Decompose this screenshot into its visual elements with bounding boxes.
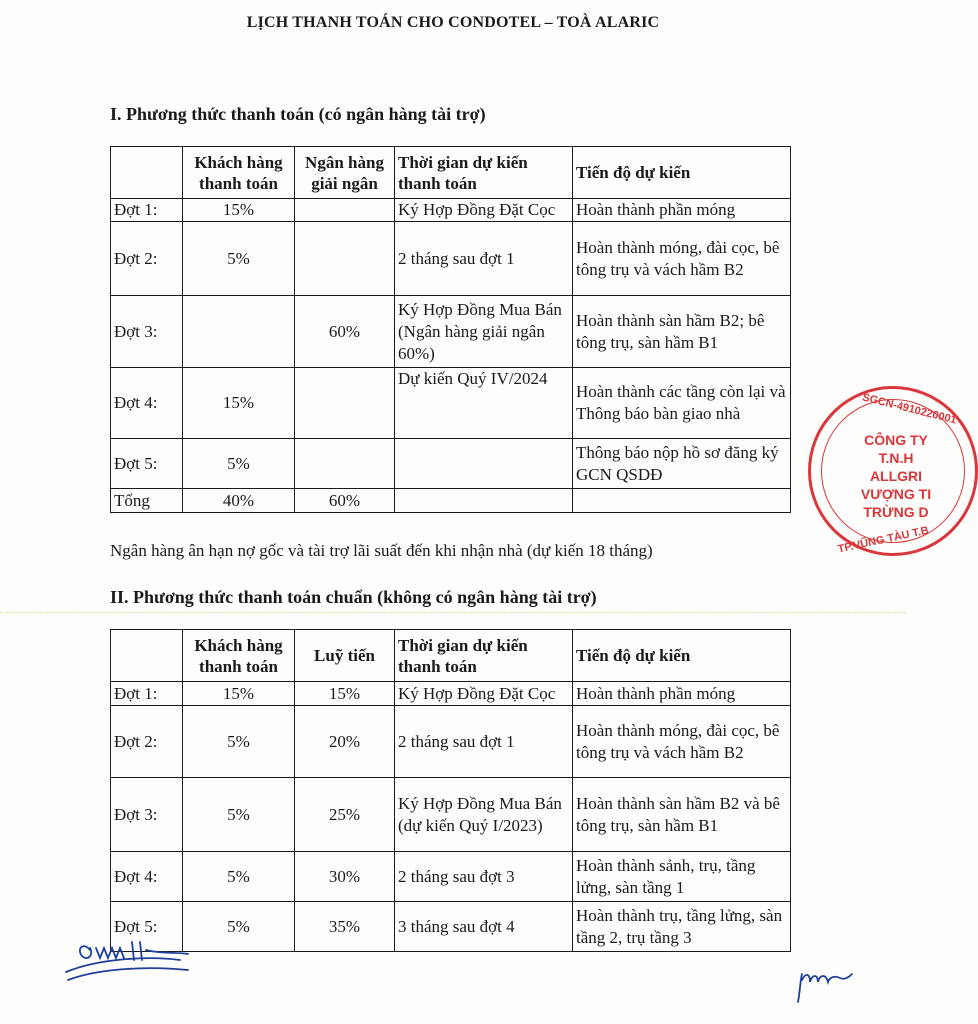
expected-progress: Hoàn thành các tầng còn lại và Thông báo bàn giao nhà xyxy=(573,368,791,439)
table-row xyxy=(111,439,791,489)
payment-table-bank-financed xyxy=(110,146,791,513)
expected-progress: Hoàn thành móng, đài cọc, bê tông trụ và vách hầm B2 xyxy=(573,706,791,778)
header-cell: Thời gian dự kiến thanh toán xyxy=(395,147,573,199)
expected-progress: Hoàn thành móng, đài cọc, bê tông trụ và vách hầm B2 xyxy=(573,222,791,296)
header-cell: Thời gian dự kiến thanh toán xyxy=(395,630,573,682)
bank-grace-note: Ngân hàng ân hạn nợ gốc và tài trợ lãi suất đến khi nhận nhà (dự kiến 18 tháng) xyxy=(110,541,653,560)
table-row xyxy=(111,706,791,778)
customer-payment: 15% xyxy=(183,682,295,706)
expected-progress: Hoàn thành sảnh, trụ, tầng lửng, sàn tầng 1 xyxy=(573,852,791,902)
table-row xyxy=(111,852,791,902)
expected-time: Ký Hợp Đồng Đặt Cọc xyxy=(395,682,573,706)
table-header-row xyxy=(111,147,791,199)
installment-label: Đợt 1: xyxy=(111,682,183,706)
installment-label: Đợt 3: xyxy=(111,778,183,852)
total-customer-payment: 40% xyxy=(183,489,295,513)
bank-disbursement xyxy=(295,368,395,439)
stamp-line: TRỪNG D xyxy=(863,504,929,520)
customer-payment: 5% xyxy=(183,222,295,296)
customer-payment xyxy=(183,296,295,368)
header-cell: Ngân hàng giải ngân xyxy=(295,147,395,199)
cumulative-percent: 15% xyxy=(295,682,395,706)
cumulative-percent: 20% xyxy=(295,706,395,778)
expected-time xyxy=(395,439,573,489)
installment-label: Đợt 1: xyxy=(111,199,183,222)
customer-payment: 5% xyxy=(183,852,295,902)
table-row xyxy=(111,296,791,368)
payment-table-standard xyxy=(110,629,791,952)
total-label: Tổng xyxy=(111,489,183,513)
section-2-heading: II. Phương thức thanh toán chuẩn (không có ngân hàng tài trợ) xyxy=(110,587,597,607)
cumulative-percent: 35% xyxy=(295,902,395,952)
table-row xyxy=(111,222,791,296)
installment-label: Đợt 5: xyxy=(111,902,183,952)
expected-progress: Hoàn thành phần móng xyxy=(573,199,791,222)
expected-time: Ký Hợp Đồng Mua Bán (Ngân hàng giải ngân 60%) xyxy=(395,296,573,368)
table-row xyxy=(111,368,791,439)
expected-progress: Thông báo nộp hồ sơ đăng ký GCN QSDĐ xyxy=(573,439,791,489)
header-cell: Khách hàng thanh toán xyxy=(183,630,295,682)
expected-time: 2 tháng sau đợt 1 xyxy=(395,706,573,778)
table-header-row xyxy=(111,630,791,682)
header-cell xyxy=(111,630,183,682)
table-row xyxy=(111,682,791,706)
expected-progress: Hoàn thành sàn hầm B2; bê tông trụ, sàn hầm B1 xyxy=(573,296,791,368)
customer-payment: 5% xyxy=(183,902,295,952)
stamp-code: SGCN-4910220001 xyxy=(860,391,958,427)
cumulative-percent: 25% xyxy=(295,778,395,852)
bank-disbursement xyxy=(295,222,395,296)
installment-label: Đợt 2: xyxy=(111,222,183,296)
installment-label: Đợt 5: xyxy=(111,439,183,489)
expected-time: 3 tháng sau đợt 4 xyxy=(395,902,573,952)
expected-time: Ký Hợp Đồng Đặt Cọc xyxy=(395,199,573,222)
stamp-line: ALLGRI xyxy=(869,468,923,484)
bank-disbursement: 60% xyxy=(295,296,395,368)
expected-progress: Hoàn thành trụ, tầng lửng, sàn tầng 2, trụ tầng 3 xyxy=(573,902,791,952)
installment-label: Đợt 4: xyxy=(111,368,183,439)
table-row xyxy=(111,778,791,852)
table-row xyxy=(111,199,791,222)
document-title: LỊCH THANH TOÁN CHO CONDOTEL – TOÀ ALARIC xyxy=(246,14,660,31)
table-total-row xyxy=(111,489,791,513)
bank-disbursement xyxy=(295,439,395,489)
section-1-heading: I. Phương thức thanh toán (có ngân hàng tài trợ) xyxy=(110,104,486,124)
scan-fold-line xyxy=(0,612,906,613)
expected-progress xyxy=(573,489,791,513)
stamp-line: T.N.H xyxy=(878,450,914,466)
customer-payment: 15% xyxy=(183,199,295,222)
stamp-line: VƯỢNG TI xyxy=(860,486,932,502)
installment-label: Đợt 2: xyxy=(111,706,183,778)
header-cell: Khách hàng thanh toán xyxy=(183,147,295,199)
expected-time: Dự kiến Quý IV/2024 xyxy=(395,368,573,439)
bank-disbursement xyxy=(295,199,395,222)
expected-time xyxy=(395,489,573,513)
expected-time: Ký Hợp Đồng Mua Bán (dự kiến Quý I/2023) xyxy=(395,778,573,852)
header-cell: Luỹ tiến xyxy=(295,630,395,682)
stamp-place: TP.VŨNG TÀU T.B xyxy=(836,524,930,556)
table-row xyxy=(111,902,791,952)
total-bank-disbursement: 60% xyxy=(295,489,395,513)
header-cell xyxy=(111,147,183,199)
installment-label: Đợt 3: xyxy=(111,296,183,368)
installment-label: Đợt 4: xyxy=(111,852,183,902)
signature-right xyxy=(790,962,860,1007)
customer-payment: 5% xyxy=(183,778,295,852)
expected-progress: Hoàn thành phần móng xyxy=(573,682,791,706)
stamp-text xyxy=(851,431,941,521)
company-stamp xyxy=(808,386,978,556)
expected-progress: Hoàn thành sàn hầm B2 và bê tông trụ, sàn hầm B1 xyxy=(573,778,791,852)
stamp-line: CÔNG TY xyxy=(864,432,928,448)
customer-payment: 5% xyxy=(183,439,295,489)
cumulative-percent: 30% xyxy=(295,852,395,902)
header-cell: Tiến độ dự kiến xyxy=(573,630,791,682)
expected-time: 2 tháng sau đợt 3 xyxy=(395,852,573,902)
expected-time: 2 tháng sau đợt 1 xyxy=(395,222,573,296)
signature-left xyxy=(60,928,190,998)
header-cell: Tiến độ dự kiến xyxy=(573,147,791,199)
customer-payment: 5% xyxy=(183,706,295,778)
customer-payment: 15% xyxy=(183,368,295,439)
